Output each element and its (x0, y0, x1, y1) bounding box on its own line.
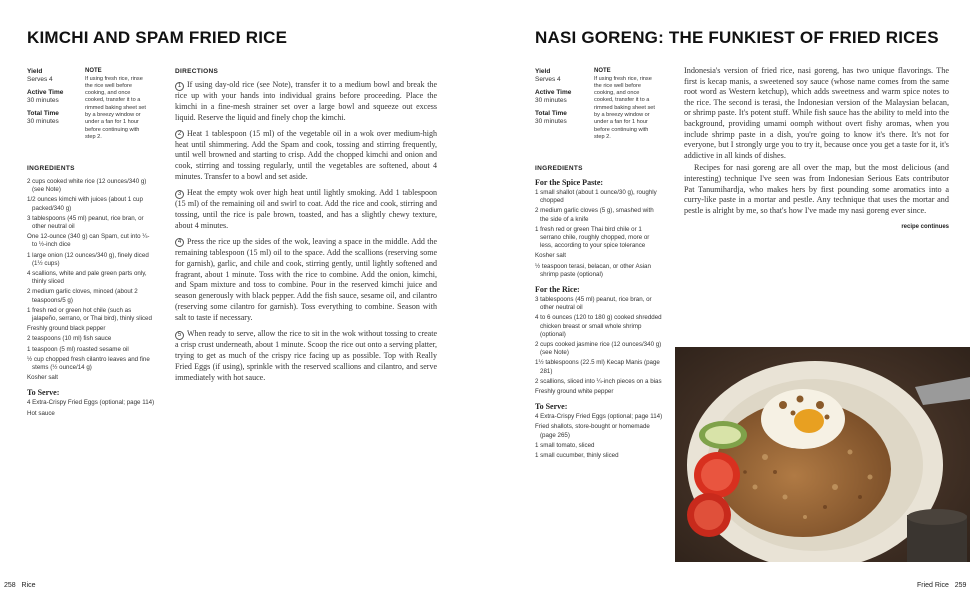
ingredients-header: INGREDIENTS (27, 165, 75, 172)
direction-step (175, 129, 437, 184)
ingredient-item: 4 to 6 ounces (120 to 180 g) cooked shredded chicken breast or small whole shrimp (optional) (535, 314, 662, 338)
total-time-label: Total Time (27, 110, 59, 117)
active-time-label: Active Time (27, 89, 64, 96)
ingredient-item: 1 small shallot (about 1 ounce/30 g), roughly chopped (535, 189, 657, 205)
to-serve-item: Hot sauce (27, 409, 55, 417)
to-serve-header: To Serve: (535, 402, 568, 412)
active-time-value: 30 minutes (27, 97, 59, 104)
active-time-value: 30 minutes (535, 97, 567, 104)
to-serve-item: 1 small tomato, sliced (535, 441, 595, 449)
recipe-meta (535, 68, 590, 131)
ingredient-item: 3 tablespoons (45 ml) peanut, rice bran, or other neutral oil (535, 296, 652, 312)
ingredient-item: 1½ tablespoons (22.5 ml) Kecap Manis (page 281) (535, 359, 660, 375)
ingredient-item: Freshly ground white pepper (535, 388, 614, 396)
recipe-continues: recipe continues (901, 224, 949, 231)
dish-photo (675, 347, 970, 562)
recipe-note (594, 68, 656, 141)
to-serve-header: To Serve: (27, 388, 60, 398)
recipe-meta (27, 68, 82, 131)
note-label: NOTE (85, 68, 102, 74)
ingredient-item: 1 fresh red or green Thai bird chile or 1 serrano chile, roughly chopped, more or less, according to your spice tolerance (535, 225, 650, 250)
ingredient-item: 2 medium garlic cloves (5 g), smashed with the side of a knife (535, 207, 654, 223)
ingredient-item: 1 teaspoon (5 ml) roasted sesame oil (27, 345, 129, 353)
note-text: If using fresh rice, rinse the rice well before cooking, and once cooked, transfer it to a rimmed baking sheet set by a breezy window or under a fan for 1 hour before continuing with step 2. (594, 75, 655, 140)
ingredient-item: 2 scallions, sliced into ¼-inch pieces on a bias (535, 377, 662, 385)
direction-step (175, 329, 437, 384)
total-time-label: Total Time (535, 110, 567, 117)
page-folio (917, 582, 966, 589)
step-number: 2 (175, 130, 184, 139)
ingredients-list (27, 165, 155, 420)
spice-paste-header: For the Spice Paste: (535, 178, 604, 187)
ingredient-item: 1/2 ounces kimchi with juices (about 1 cup packed/340 g) (27, 196, 143, 212)
direction-step (175, 80, 437, 124)
to-serve-item: 4 Extra-Crispy Fried Eggs (optional; page 114) (27, 399, 155, 407)
rice-header: For the Rice: (535, 285, 580, 295)
page-number: 259 (954, 582, 967, 589)
recipe-title: KIMCHI AND SPAM FRIED RICE (27, 28, 288, 47)
direction-step (175, 237, 437, 324)
ingredient-item: 2 teaspoons (10 ml) fish sauce (27, 335, 112, 343)
nasi-goreng-illustration (675, 347, 970, 562)
yield-label: Yield (27, 68, 43, 75)
step-text: Heat 1 tablespoon (15 ml) of the vegetable oil in a wok over medium-high heat until shimmering. Add the Spam and cook, tossing and stirring frequently, until well browned and starting to crisp. Add the chopped kimchi and onion and cook, stirring and tossing regularly, until the vegetables are softened, about 4 minutes. Transfer to a bowl and set aside. (175, 128, 437, 182)
running-head: Fried Rice (917, 582, 949, 589)
ingredient-item: 1 large onion (12 ounces/340 g), finely diced (1½ cups) (27, 251, 149, 267)
ingredients-list (535, 165, 663, 462)
total-time-value: 30 minutes (27, 118, 59, 125)
ingredient-item: Kosher salt (535, 252, 566, 260)
yield-label: Yield (535, 68, 551, 75)
directions-header: DIRECTIONS (175, 68, 219, 75)
ingredient-item: 2 medium garlic cloves, minced (about 2 teaspoons/5 g) (27, 288, 138, 304)
right-page (485, 0, 970, 599)
ingredient-item: Kosher salt (27, 374, 58, 382)
step-number: 3 (175, 190, 184, 199)
directions (175, 68, 437, 389)
step-text: Heat the empty wok over high heat until lightly smoking. Add 1 tablespoon (15 ml) of the remaining oil and swirl to coat. Add the rice and cook, stirring and tossing, until the rice is pale brown, toasted, and has a slightly chewy texture, about 4 minutes. (175, 188, 437, 230)
active-time-label: Active Time (535, 89, 572, 96)
yield-value: Serves 4 (535, 76, 561, 83)
to-serve-item: 4 Extra-Crispy Fried Eggs (optional; page 114) (535, 413, 663, 421)
egg-yolk (794, 409, 824, 433)
step-number: 4 (175, 238, 184, 247)
recipe-title: NASI GORENG: THE FUNKIEST OF FRIED RICES (535, 28, 939, 47)
to-serve-item: Fried shallots, store-bought or homemade (page 265) (535, 423, 650, 439)
headnote (684, 66, 949, 230)
running-head: Rice (21, 582, 36, 589)
ingredient-item: 1 fresh red or green hot chile (such as jalapeño, serrano, or Thai bird), thinly sliced (27, 306, 152, 323)
step-number: 1 (175, 82, 184, 91)
step-text: When ready to serve, allow the rice to sit in the wok without tossing to create a crisp crust underneath, about 1 minute. Scoop the rice out onto a serving platter, trying to get as much of the crispy rice facing up as possible. Top with Really Fried Eggs (if using), sprinkle with the reserved scallions and cilantro, and serve immediately with hot sauce. (175, 329, 437, 382)
to-serve-item: 1 small cucumber, thinly sliced (535, 452, 619, 460)
note-text: If using fresh rice, rinse the rice well before cooking, and once cooked, transfer it to a rimmed baking sheet set by a breezy window or under a fan for 1 hour before continuing with step 2. (85, 75, 146, 140)
note-label: NOTE (594, 68, 611, 74)
ingredient-item: 2 cups cooked jasmine rice (12 ounces/340 g) (see Note) (535, 341, 662, 357)
headnote-paragraph: Recipes for nasi goreng are all over the map, but the most delicious (and interesting) technique I've seen was from Indonesian Serious Eats contributor Pat Tanumihardja, who makes hers by first pounding some aromatics into a curry-like paste in a mortar and pestle. Any technique that uses the mortar and pestle is alright by me, so that's how I've made my nasi goreng ever since. (684, 163, 949, 215)
yield-value: Serves 4 (27, 76, 53, 83)
direction-step (175, 188, 437, 232)
ingredient-item: 2 cups cooked white rice (12 ounces/340 g) (see Note) (27, 178, 147, 194)
page-number: 258 (4, 582, 16, 589)
ingredient-item: ½ teaspoon terasi, belacan, or other Asian shrimp paste (optional) (535, 262, 651, 278)
page-folio (4, 582, 36, 589)
ingredient-item: One 12-ounce (340 g) can Spam, cut into ¼- to ½-inch dice (27, 233, 150, 249)
ingredients-header: INGREDIENTS (535, 165, 583, 172)
ingredient-item: 4 scallions, white and pale green parts only, thinly sliced (27, 270, 147, 286)
step-text: Press the rice up the sides of the wok, leaving a space in the middle. Add the remaining tablespoon (15 ml) oil to the space. Add the scallions (reserving some for garnish), garlic, and chile and cook, stirring gently, until lightly softened and fragrant, about 1 minute. Toss with the rice to combine. Add the onion, kimchi, and Spam mixture and toss to combine. Pour in the reserved kimchi juice and season generously with black pepper. Add the fish sauce, sesame oil, and cilantro (reserving some cilantro for garnish). Toss everything to combine. Season with salt to taste if necessary. (175, 236, 437, 323)
ingredient-item: Freshly ground black pepper (27, 325, 106, 333)
ingredient-item: ½ cup chopped fresh cilantro leaves and fine stems (½ ounce/14 g) (27, 355, 150, 372)
recipe-note (85, 68, 147, 141)
headnote-paragraph: Indonesia's version of fried rice, nasi goreng, has two unique flavorings. The first is kecap manis, a sweetened soy sauce (whose name comes from the same root word as Western ketchup), which adds sweetness and warm spice notes to the rice. The second is terasi, the Indonesian version of the Malaysian belacan, or shrimp paste. It's potent stuff. While fish sauce has the ability to meld into the background, providing umami oomph without overt fishy aromas, when you include shrimp paste in a dish, you're going to know it's there. It's not for everyone, but I strongly urge you to try it, because once you get a taste for it, it's addictive in all kinds of dishes. (684, 66, 949, 160)
step-number: 5 (175, 331, 184, 340)
step-text: If using day-old rice (see Note), transfer it to a medium bowl and break the rice up with your hands into individual grains before proceeding. Place the kimchi in a fine-mesh strainer set over a large bowl and squeeze out excess liquid. Reserve the liquid and finely chop the kimchi. (175, 80, 437, 122)
ingredient-item: 3 tablespoons (45 ml) peanut, rice bran, or other neutral oil (27, 214, 144, 231)
total-time-value: 30 minutes (535, 118, 567, 125)
